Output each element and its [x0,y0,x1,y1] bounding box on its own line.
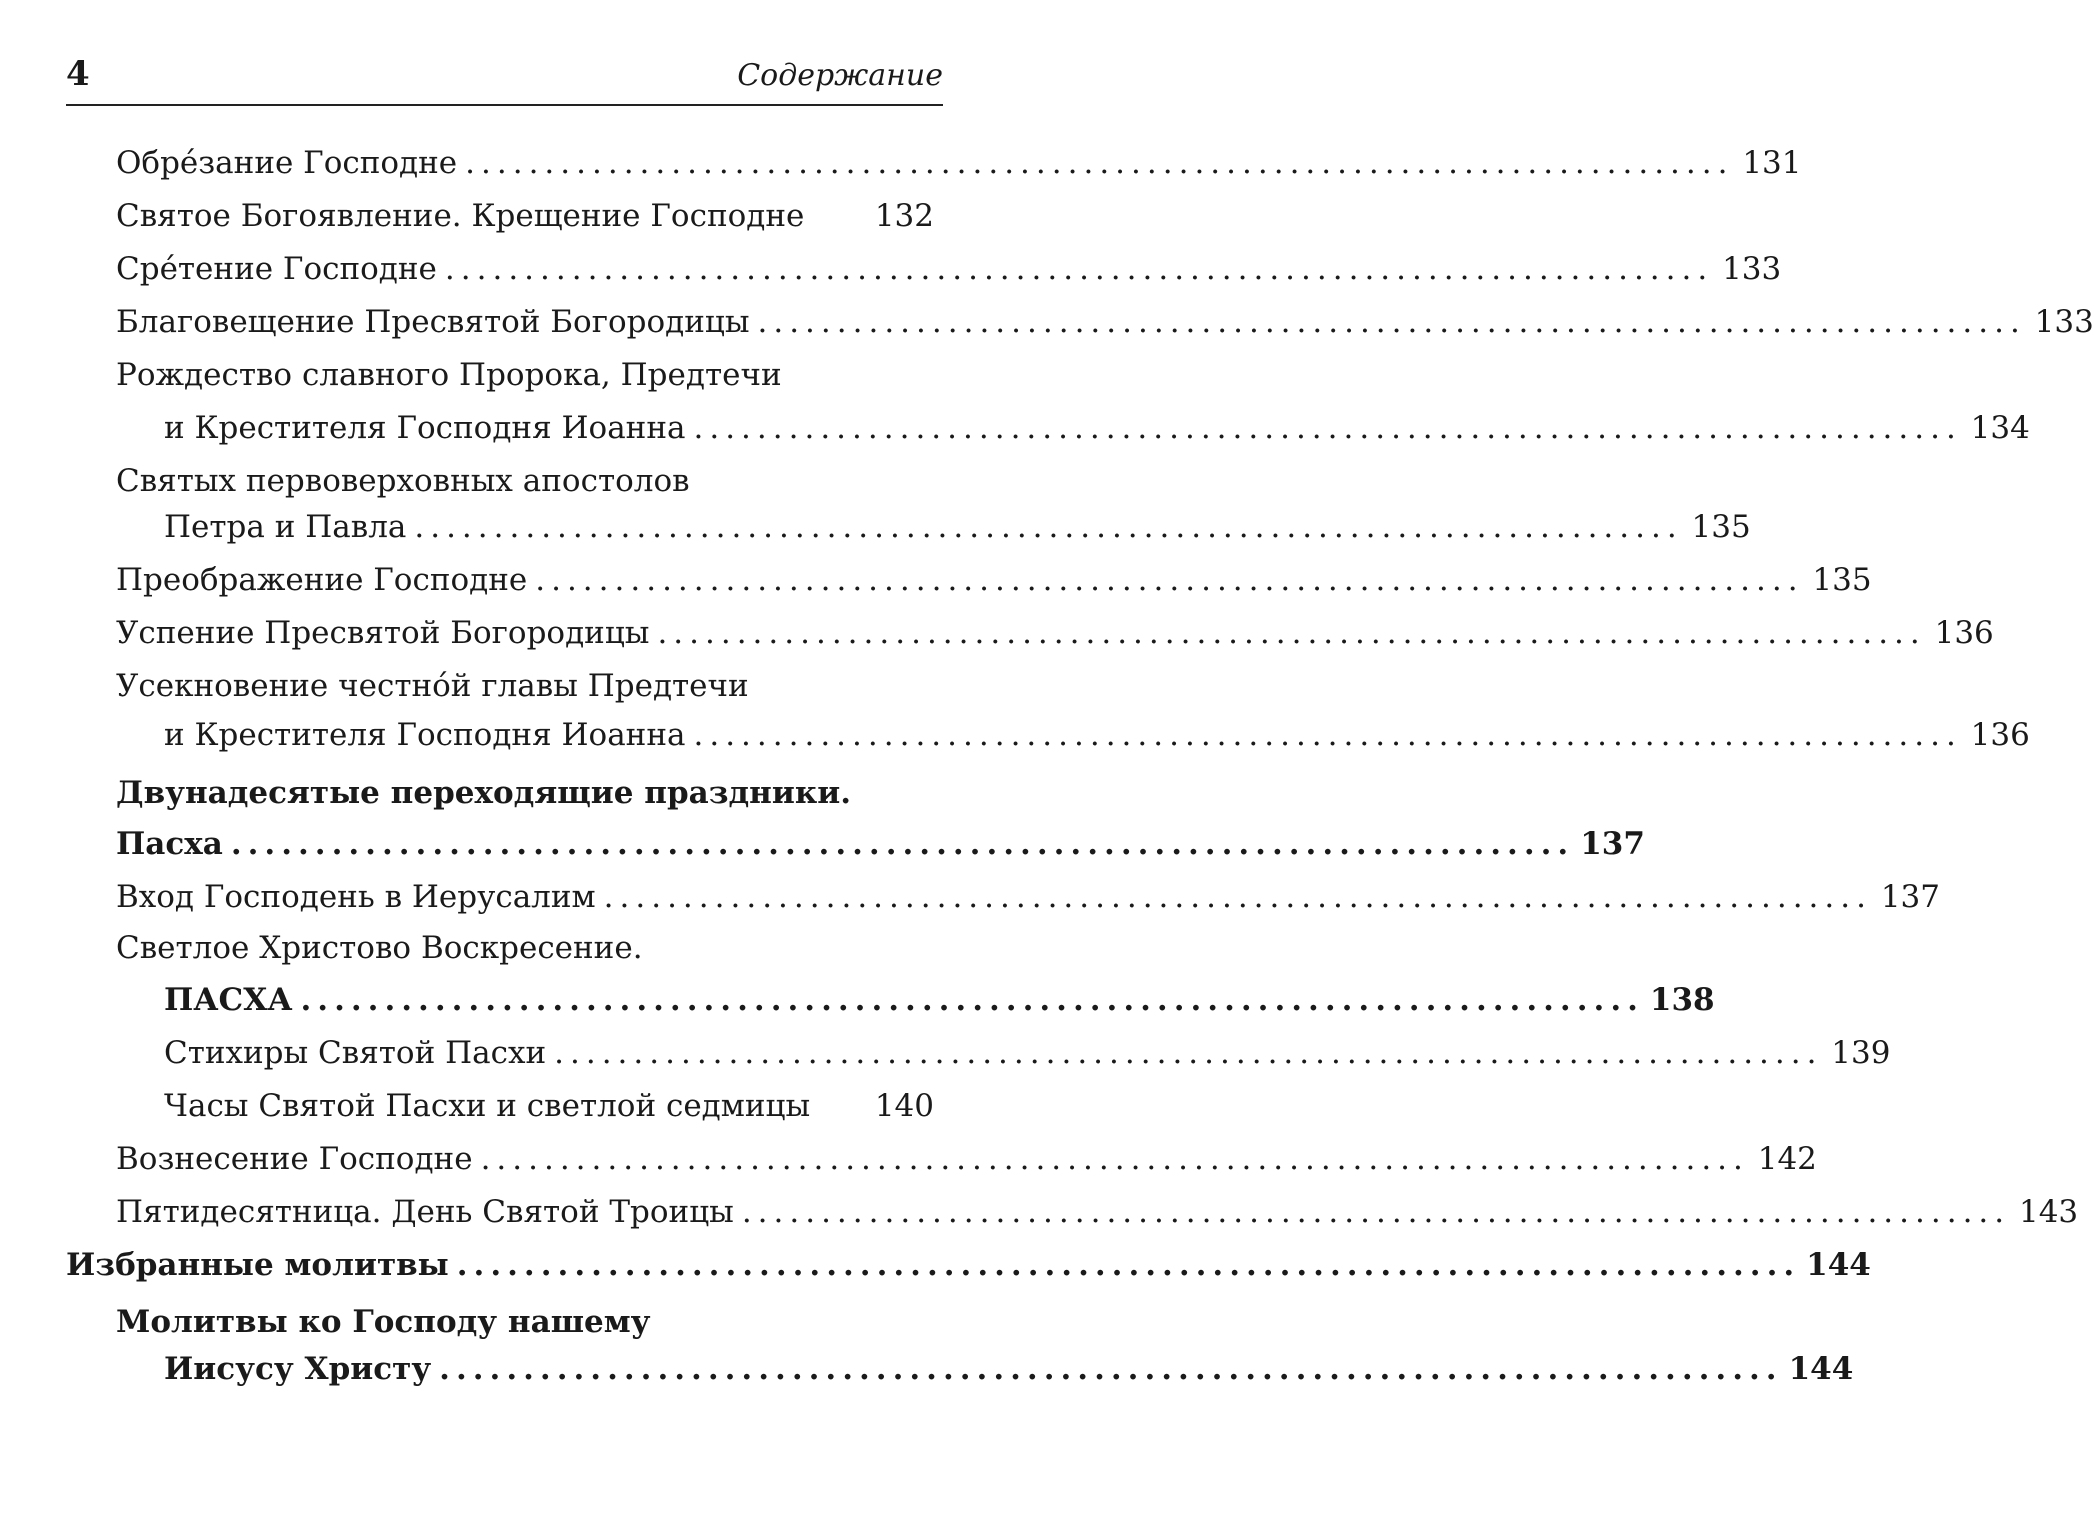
toc-entry [164,1028,1891,1078]
toc-entry-title: Двунадесятые переходящие праздники. [116,775,852,811]
toc-entry-title: Иисусу Христу [164,1351,432,1387]
toc-entry-page: 132 [874,198,934,234]
dot-leader: ................................................................................ [439,1351,1783,1387]
toc-entry-title: Молитвы ко Господу нашему [116,1304,651,1340]
dot-leader: ................................................................................ [465,145,1734,181]
page-number: 4 [66,54,90,94]
toc-entry-page: 133 [1722,251,1782,287]
dot-leader: ................................................................................ [741,1194,2011,1230]
toc-entry [116,1134,1817,1184]
toc-entry-title: Рождество славного Пророка, Предтечи [116,357,782,393]
toc-entry-title: Светлое Христово Воскресение. [116,930,643,966]
dot-leader: ................................................................................ [693,410,1962,446]
toc-entry-page: 134 [1970,410,2030,446]
toc-entry [164,502,1751,552]
toc-entry-page: 139 [1831,1035,1891,1071]
toc-entry-page: 135 [1691,509,1751,545]
toc-entry-page: 138 [1649,982,1715,1018]
toc-entry-page: 143 [2018,1194,2079,1230]
toc-entry [116,1187,2079,1237]
toc-entry-page: 133 [2034,304,2094,340]
dot-leader: ................................................................................ [554,1035,1823,1071]
toc-entry [116,138,1802,188]
dot-leader: ................................................................................ [757,304,2026,340]
toc-entry-title: Успение Пресвятой Богородицы [116,615,650,651]
toc-entry-title: Усекновение честнóй главы Предтечи [116,668,749,704]
toc-entry-title: Срéтение Господне [116,251,437,287]
dot-leader: ................................................................................ [535,562,1804,598]
toc-entry [116,1297,934,1347]
toc-entry [164,1081,934,1131]
dot-leader: ................................................................................ [300,982,1644,1018]
toc-entry [164,975,1715,1025]
toc-entry-page: 140 [874,1088,934,1124]
toc-entry [116,661,934,711]
toc-entry-title: Благовещение Пресвятой Богородицы [116,304,750,340]
toc-entry-title: Святое Богоявление. Крещение Господне [116,198,805,234]
toc-entry-page: 137 [1580,826,1645,862]
toc-entry-page: 144 [1788,1351,1854,1387]
toc-entry [116,244,1782,294]
toc-entry [116,872,1940,922]
toc-entry-page: 136 [1934,615,1994,651]
dot-leader: ................................................................................ [603,879,1872,915]
toc-entry [116,819,1645,869]
toc-entry-title: Часы Святой Пасхи и светлой седмицы [164,1088,811,1124]
toc-entry-title: Преображение Господне [116,562,528,598]
toc-entry [116,608,1994,658]
toc-entry [164,710,2030,760]
toc-entry [116,297,2094,347]
dot-leader: ................................................................................ [693,717,1962,753]
toc-entry-title: ПАСХА [164,982,293,1018]
toc-entry [116,768,934,818]
toc-entry-page: 135 [1812,562,1872,598]
toc-entry-page: 136 [1970,717,2030,753]
dot-leader: ................................................................................ [230,826,1575,862]
toc-entry-title: Святых первоверховных апостолов [116,463,690,499]
toc-entry [116,191,934,241]
dot-leader: ................................................................................ [657,615,1926,651]
toc-entry-title: Вход Господень в Иерусалим [116,879,596,915]
toc-entry [116,923,934,973]
toc-entry-page: 144 [1806,1247,1871,1283]
toc-entry-title: Пятидесятница. День Святой Троицы [116,1194,734,1230]
toc-entry-title: Стихиры Святой Пасхи [164,1035,547,1071]
toc-entry-title: Избранные молитвы [66,1247,449,1283]
toc-entry [66,1240,1871,1290]
toc-entry-page: 142 [1757,1141,1817,1177]
dot-leader: ................................................................................ [456,1247,1801,1283]
toc-entry-title: Вознесение Господне [116,1141,473,1177]
toc-entry-page: 131 [1742,145,1802,181]
dot-leader: ................................................................................ [414,509,1683,545]
toc-entry-title: Пасха [116,826,223,862]
running-title: Содержание [737,58,943,93]
toc-entry [116,350,934,400]
toc-entry-title: и Крестителя Господня Иоанна [164,410,686,446]
toc-entry [116,555,1872,605]
toc-entry-title: Обрéзание Господне [116,145,458,181]
toc-entry-title: и Крестителя Господня Иоанна [164,717,686,753]
toc-entry [164,403,2030,453]
toc-entry-page: 137 [1880,879,1940,915]
dot-leader: ................................................................................ [480,1141,1749,1177]
dot-leader: ................................................................................ [444,251,1714,287]
toc-entry [164,1344,1854,1394]
toc-entry [116,456,934,506]
toc-entry-title: Петра и Павла [164,509,407,545]
